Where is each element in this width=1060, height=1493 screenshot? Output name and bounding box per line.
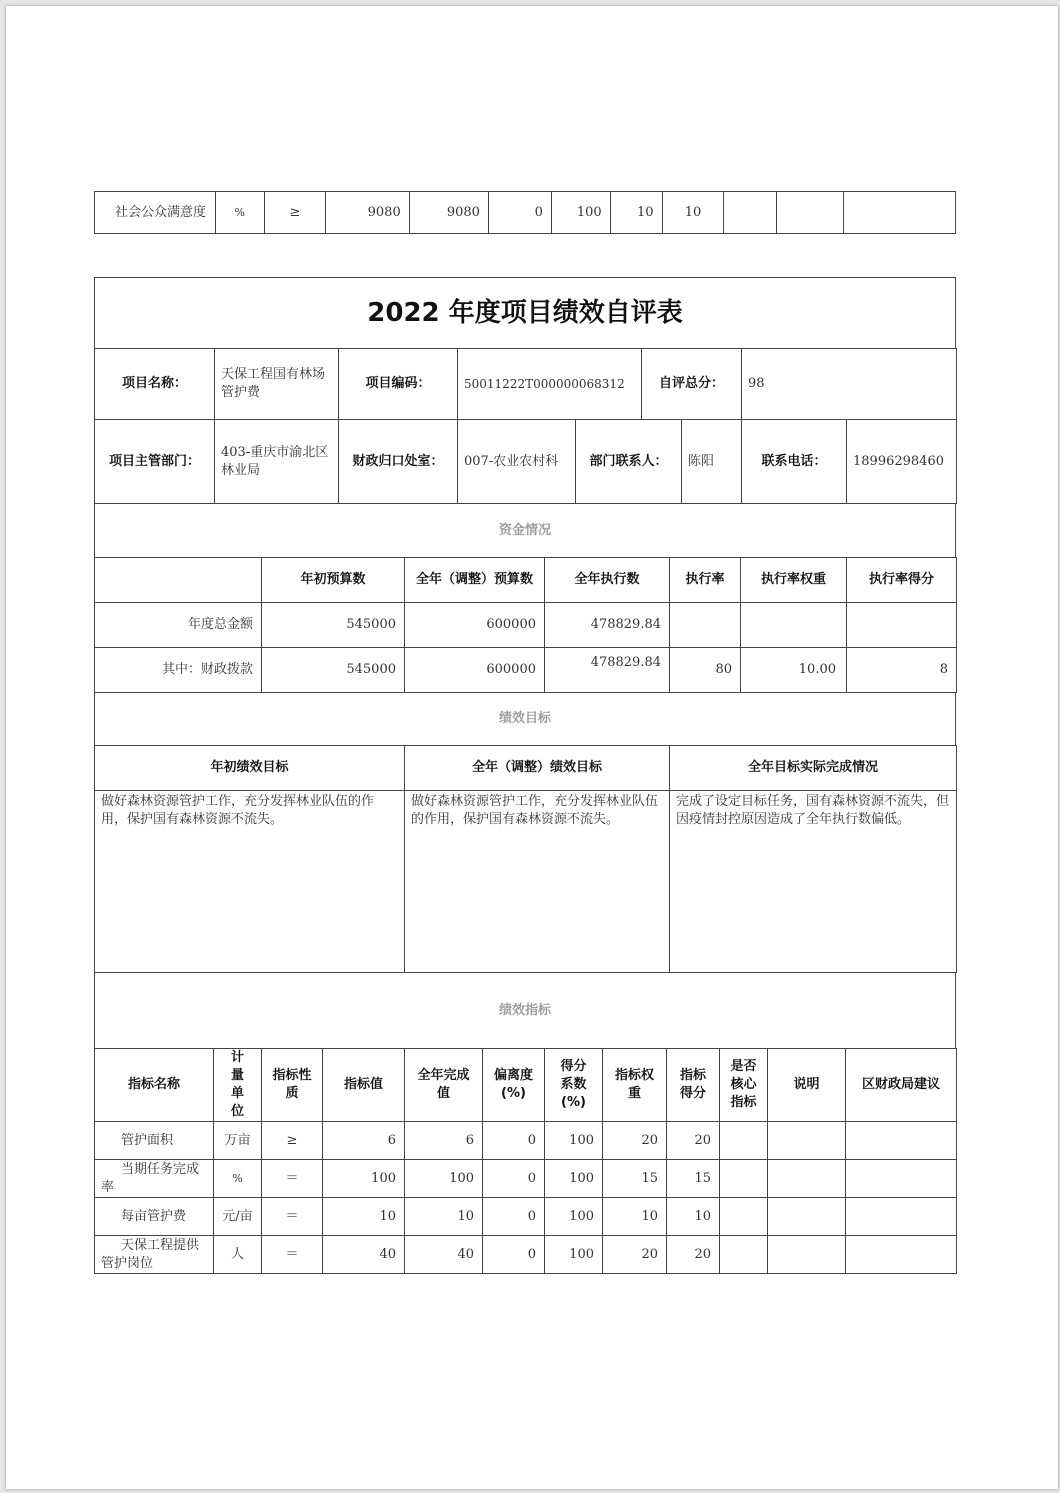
indicators-header: 指标名称 <box>95 1049 214 1122</box>
indicators-table <box>94 1048 957 1274</box>
indicator-complete: 10 <box>405 1198 483 1236</box>
indicator-complete: 6 <box>405 1122 483 1160</box>
indicator-name: 每亩管护费 <box>95 1198 214 1236</box>
indicator-complete: 9080 <box>409 192 488 234</box>
indicator-target: 40 <box>323 1236 405 1274</box>
indicators-section <box>94 972 956 1049</box>
indicator-coef: 100 <box>545 1198 603 1236</box>
indicator-core <box>720 1160 768 1198</box>
indicator-note <box>768 1122 846 1160</box>
funds-header: 全年执行数 <box>545 558 670 603</box>
funds-rate-score: 8 <box>847 648 957 693</box>
indicator-core <box>720 1198 768 1236</box>
indicator-nature: ≥ <box>264 192 326 234</box>
phone-value: 18996298460 <box>847 420 957 504</box>
indicator-weight: 20 <box>603 1236 667 1274</box>
funds-executed: 478829.84 <box>545 603 670 648</box>
total-score-label: 自评总分： <box>642 349 742 420</box>
indicator-suggestion <box>846 1122 957 1160</box>
indicators-header: 偏离度(%) <box>483 1049 545 1122</box>
indicator-core <box>720 1236 768 1274</box>
funds-header: 执行率 <box>670 558 741 603</box>
total-score-value: 98 <box>742 349 957 420</box>
indicator-coef: 100 <box>545 1122 603 1160</box>
goal-adjusted-text: 做好森林资源管护工作，充分发挥林业队伍的作用，保护国有森林资源不流失。 <box>405 791 670 973</box>
indicators-header: 区财政局建议 <box>846 1049 957 1122</box>
indicator-deviation: 0 <box>483 1160 545 1198</box>
indicator-target: 6 <box>323 1122 405 1160</box>
indicator-note <box>777 192 844 234</box>
goals-section-title: 绩效目标 <box>95 693 956 746</box>
funds-header: 执行率权重 <box>741 558 847 603</box>
indicator-suggestion <box>844 192 956 234</box>
indicator-coef: 100 <box>545 1160 603 1198</box>
funds-header: 全年（调整）预算数 <box>405 558 545 603</box>
dept-value: 403-重庆市渝北区林业局 <box>215 420 339 504</box>
indicator-name: 天保工程提供管护岗位 <box>95 1236 214 1274</box>
indicator-target: 10 <box>323 1198 405 1236</box>
table-row <box>95 603 957 648</box>
indicator-weight: 20 <box>603 1122 667 1160</box>
phone-label: 联系电话： <box>742 420 847 504</box>
goals-section <box>94 692 956 746</box>
project-name-label: 项目名称： <box>95 349 215 420</box>
indicator-complete: 40 <box>405 1236 483 1274</box>
goal-actual-text: 完成了设定目标任务，国有森林资源不流失，但因疫情封控原因造成了全年执行数偏低。 <box>670 791 957 973</box>
indicator-complete: 100 <box>405 1160 483 1198</box>
funds-row-label: 其中：财政拨款 <box>95 648 262 693</box>
indicator-unit: 万亩 <box>214 1122 262 1160</box>
indicators-header: 指标权重 <box>603 1049 667 1122</box>
indicator-nature: ＝ <box>262 1160 323 1198</box>
funds-rate-weight <box>741 603 847 648</box>
indicator-note <box>768 1236 846 1274</box>
indicator-target: 100 <box>323 1160 405 1198</box>
indicator-suggestion <box>846 1160 957 1198</box>
indicator-unit: % <box>214 1160 262 1198</box>
finance-label: 财政归口处室： <box>339 420 458 504</box>
table-row <box>95 648 957 693</box>
title-table <box>94 277 956 349</box>
indicator-nature: ＝ <box>262 1236 323 1274</box>
goals-header-actual: 全年目标实际完成情况 <box>670 746 957 791</box>
indicator-name: 管护面积 <box>95 1122 214 1160</box>
indicators-header: 全年完成值 <box>405 1049 483 1122</box>
funds-row-label: 年度总金额 <box>95 603 262 648</box>
indicator-name: 当期任务完成率 <box>95 1160 214 1198</box>
funds-executed: 478829.84 <box>545 648 670 693</box>
funds-budget: 545000 <box>262 648 405 693</box>
indicator-note <box>768 1198 846 1236</box>
contact-label: 部门联系人： <box>576 420 682 504</box>
indicator-core <box>724 192 777 234</box>
funds-rate <box>670 603 741 648</box>
funds-rate-score <box>847 603 957 648</box>
indicator-target: 9080 <box>326 192 409 234</box>
project-name-value: 天保工程国有林场管护费 <box>215 349 339 420</box>
goals-header-initial: 年初绩效目标 <box>95 746 405 791</box>
indicator-suggestion <box>846 1198 957 1236</box>
indicators-header: 计量单位 <box>214 1049 262 1122</box>
indicator-name: 社会公众满意度 <box>95 192 216 234</box>
indicator-nature: ≥ <box>262 1122 323 1160</box>
indicator-weight: 15 <box>603 1160 667 1198</box>
indicators-header: 说明 <box>768 1049 846 1122</box>
goal-initial-text: 做好森林资源管护工作，充分发挥林业队伍的作用，保护国有森林资源不流失。 <box>95 791 405 973</box>
indicator-deviation: 0 <box>483 1236 545 1274</box>
dept-label: 项目主管部门： <box>95 420 215 504</box>
funds-section <box>94 503 956 558</box>
carryover-table <box>94 191 956 234</box>
table-row <box>95 1236 957 1274</box>
indicator-nature: ＝ <box>262 1198 323 1236</box>
table-row <box>95 1122 957 1160</box>
indicator-deviation: 0 <box>488 192 551 234</box>
funds-header: 年初预算数 <box>262 558 405 603</box>
indicators-header: 指标性质 <box>262 1049 323 1122</box>
indicator-weight: 10 <box>603 1198 667 1236</box>
indicator-weight: 10 <box>610 192 662 234</box>
funds-adjusted: 600000 <box>405 603 545 648</box>
indicator-score: 10 <box>667 1198 720 1236</box>
indicator-coef: 100 <box>551 192 610 234</box>
info-row-1 <box>94 348 957 420</box>
indicator-deviation: 0 <box>483 1122 545 1160</box>
indicator-unit: 人 <box>214 1236 262 1274</box>
indicator-score: 20 <box>667 1122 720 1160</box>
funds-header-blank <box>95 558 262 603</box>
funds-budget: 545000 <box>262 603 405 648</box>
indicators-header: 指标得分 <box>667 1049 720 1122</box>
page-title: 2022 年度项目绩效自评表 <box>95 278 956 349</box>
goals-header-adjusted: 全年（调整）绩效目标 <box>405 746 670 791</box>
indicators-header: 得分系数(%) <box>545 1049 603 1122</box>
indicators-section-title: 绩效指标 <box>95 973 956 1049</box>
table-row <box>95 1160 957 1198</box>
funds-rate: 80 <box>670 648 741 693</box>
info-row-2 <box>94 419 957 504</box>
indicator-unit: % <box>215 192 264 234</box>
indicator-core <box>720 1122 768 1160</box>
project-code-label: 项目编码： <box>339 349 458 420</box>
funds-rate-weight: 10.00 <box>741 648 847 693</box>
indicator-score: 15 <box>667 1160 720 1198</box>
funds-adjusted: 600000 <box>405 648 545 693</box>
indicator-unit: 元/亩 <box>214 1198 262 1236</box>
table-row <box>95 1198 957 1236</box>
contact-value: 陈阳 <box>682 420 742 504</box>
funds-section-title: 资金情况 <box>95 504 956 558</box>
funds-header: 执行率得分 <box>847 558 957 603</box>
indicators-header: 指标值 <box>323 1049 405 1122</box>
goals-table <box>94 745 957 973</box>
indicator-note <box>768 1160 846 1198</box>
indicator-score: 10 <box>662 192 724 234</box>
indicator-score: 20 <box>667 1236 720 1274</box>
indicator-deviation: 0 <box>483 1198 545 1236</box>
indicators-header: 是否核心指标 <box>720 1049 768 1122</box>
funds-table <box>94 557 957 693</box>
indicator-coef: 100 <box>545 1236 603 1274</box>
finance-value: 007-农业农村科 <box>458 420 576 504</box>
indicator-suggestion <box>846 1236 957 1274</box>
project-code-value: 50011222T000000068312 <box>458 349 642 420</box>
